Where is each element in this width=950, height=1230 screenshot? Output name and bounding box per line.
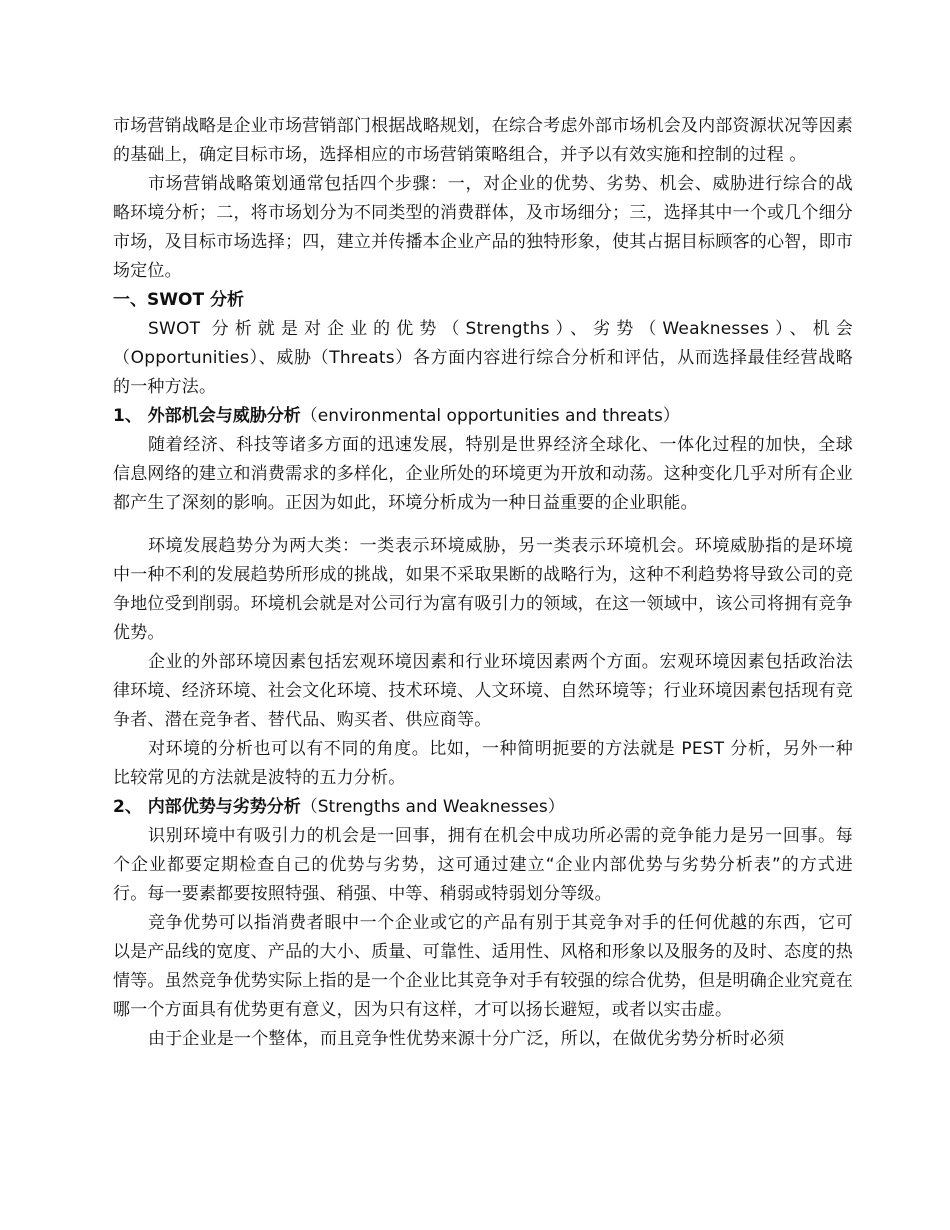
environment-paragraph-1: 随着经济、科技等诸多方面的迅速发展，特别是世界经济全球化、一体化过程的加快，全球信息网络的建立和消费需求的多样化，企业所处的环境更为开放和动荡。这种变化几乎对所有企业都产生了深刻的影响。正因为如此，环境分析成为一种日益重要的企业职能。 [113, 435, 853, 513]
subsection-title-external: 1、 外部机会与威胁分析 [113, 406, 301, 426]
subsection-title-external-en: （environmental opportunities and threats） [300, 406, 680, 426]
subsection-title-internal: 2、 内部优势与劣势分析 [113, 797, 301, 817]
internal-paragraph-2: 竞争优势可以指消费者眼中一个企业或它的产品有别于其竞争对手的任何优越的东西，它可以是产品线的宽度、产品的大小、质量、可靠性、适用性、风格和形象以及服务的及时、态度的热情等。虽然竞争优势实际上指的是一个企业比其竞争对手有较强的综合优势，但是明确企业究竟在哪一个方面具有优势更有意义，因为只有这样，才可以扬长避短，或者以实击虚。 [113, 913, 853, 1020]
swot-definition-paragraph: SWOT 分析就是对企业的优势（Strengths）、劣势（Weaknesses）、机会（Opportunities）、威胁（Threats）各方面内容进行综合分析和评估，从而选择最佳经营战略的一种方法。 [113, 319, 853, 397]
environment-paragraph-2: 环境发展趋势分为两大类：一类表示环境威胁，另一类表示环境机会。环境威胁指的是环境中一种不利的发展趋势所形成的挑战，如果不采取果断的战略行为，这种不利趋势将导致公司的竞争地位受到削弱。环境机会就是对公司行为富有吸引力的领域，在这一领域中，该公司将拥有竞争优势。 [113, 536, 853, 643]
subsection-title-internal-en: （Strengths and Weaknesses） [300, 797, 565, 817]
internal-paragraph-3: 由于企业是一个整体，而且竞争性优势来源十分广泛，所以，在做优劣势分析时必须 [148, 1029, 785, 1049]
document-page [113, 112, 853, 1054]
subsection-heading-internal [113, 793, 853, 822]
internal-paragraph-1: 识别环境中有吸引力的机会是一回事，拥有在机会中成功所必需的竞争能力是另一回事。每个企业都要定期检查自己的优势与劣势，这可通过建立“企业内部优势与劣势分析表”的方式进行。每一要素都要按照特强、稍强、中等、稍弱或特弱划分等级。 [113, 826, 853, 904]
section-heading-swot: 一、SWOT 分析 [113, 290, 244, 310]
intro-paragraph: 市场营销战略是企业市场营销部门根据战略规划，在综合考虑外部市场机会及内部资源状况等因素的基础上，确定目标市场，选择相应的市场营销策略组合，并予以有效实施和控制的过程 。 [113, 116, 853, 165]
steps-paragraph: 市场营销战略策划通常包括四个步骤：一，对企业的优势、劣势、机会、威胁进行综合的战略环境分析；二，将市场划分为不同类型的消费群体，及市场细分；三，选择其中一个或几个细分市场，及目标市场选择；四，建立并传播本企业产品的独特形象，使其占据目标顾客的心智，即市场定位。 [113, 174, 853, 281]
environment-paragraph-4: 对环境的分析也可以有不同的角度。比如，一种简明扼要的方法就是 PEST 分析，另外一种比较常见的方法就是波特的五力分析。 [113, 739, 853, 788]
environment-paragraph-3: 企业的外部环境因素包括宏观环境因素和行业环境因素两个方面。宏观环境因素包括政治法律环境、经济环境、社会文化环境、技术环境、人文环境、自然环境等；行业环境因素包括现有竞争者、潜在竞争者、替代品、购买者、供应商等。 [113, 652, 853, 730]
subsection-heading-external [113, 402, 853, 431]
